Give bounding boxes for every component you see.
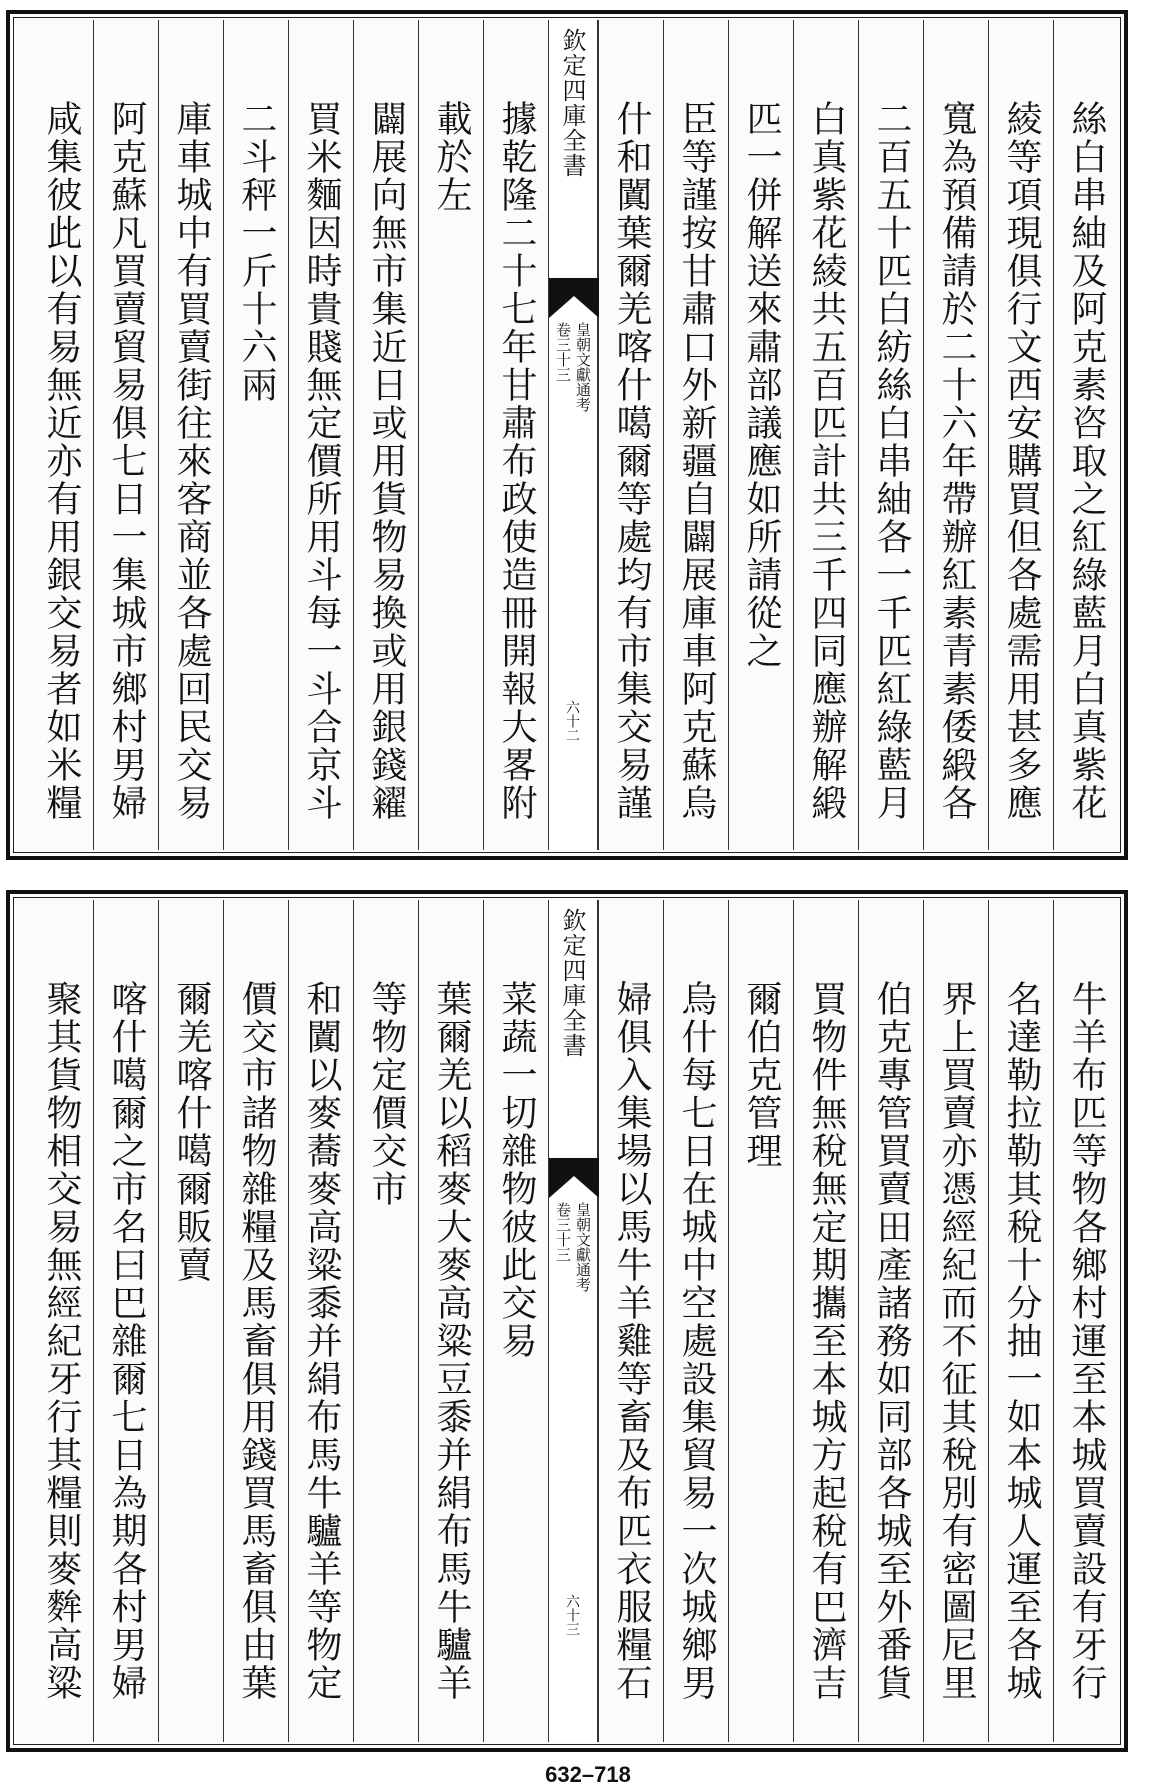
column-text: 爾伯克管理 xyxy=(741,980,782,1170)
center-strip xyxy=(548,900,598,1742)
fishtail-mark-icon xyxy=(549,1158,599,1198)
text-column xyxy=(793,900,858,1742)
column-text: 寬為預備請於二十六年帶辦紅素青素倭緞各 xyxy=(936,100,977,822)
text-column xyxy=(858,20,923,850)
text-column xyxy=(663,900,728,1742)
text-column xyxy=(158,900,223,1742)
bottom-page xyxy=(6,890,1128,1752)
column-text: 喀什噶爾之市名曰巴雜爾七日為期各村男婦 xyxy=(106,980,147,1702)
column-text: 買米麵因時貴賤無定價所用斗每一斗合京斗 xyxy=(301,100,342,822)
text-column xyxy=(288,900,353,1742)
text-column xyxy=(483,900,548,1742)
column-text: 匹一併解送來肅部議應如所請從之 xyxy=(741,100,782,670)
column-text: 二斗秤一斤十六兩 xyxy=(236,100,277,404)
column-text: 婦俱入集場以馬牛羊雞等畜及布匹衣服糧石 xyxy=(611,980,652,1702)
column-text: 據乾隆二十七年甘肅布政使造冊開報大畧附 xyxy=(496,100,537,822)
column-text: 價交市諸物雜糧及馬畜俱用錢買馬畜俱由葉 xyxy=(236,980,277,1702)
column-text: 等物定價交市 xyxy=(366,980,407,1208)
column-text: 咸集彼此以有易無近亦有用銀交易者如米糧 xyxy=(41,100,82,822)
text-column xyxy=(728,20,793,850)
text-column xyxy=(353,20,418,850)
column-text: 爾羌喀什噶爾販賣 xyxy=(171,980,212,1284)
column-text: 牛羊布匹等物各鄉村運至本城買賣設有牙行 xyxy=(1066,980,1107,1702)
column-text: 名達勒拉勒其稅十分抽一如本城人運至各城 xyxy=(1001,980,1042,1702)
column-text: 和闐以麥蕎麥高粱黍并絹布馬牛驢羊等物定 xyxy=(301,980,342,1702)
book-title: 皇朝文獻通考 xyxy=(574,322,592,412)
text-column xyxy=(93,20,158,850)
column-text: 庫車城中有買賣街往來客商並各處回民交易 xyxy=(171,100,212,822)
column-text: 白真紫花綾共五百匹計共三千四同應辦解緞 xyxy=(806,100,847,822)
text-column xyxy=(223,900,288,1742)
fishtail-mark-icon xyxy=(549,278,599,318)
column-text: 阿克蘇凡買賣貿易俱七日一集城市鄉村男婦 xyxy=(106,100,147,822)
leaf-number: 六十三 xyxy=(564,1594,580,1636)
book-title: 皇朝文獻通考 xyxy=(574,1202,592,1292)
column-text: 伯克專管買賣田產諸務如同部各城至外番貨 xyxy=(871,980,912,1702)
text-column xyxy=(923,900,988,1742)
text-column xyxy=(28,900,93,1742)
text-column xyxy=(858,900,923,1742)
column-text: 買物件無稅無定期攜至本城方起稅有巴濟吉 xyxy=(806,980,847,1702)
column-text: 絲白串紬及阿克素咨取之紅綠藍月白真紫花 xyxy=(1066,100,1107,822)
text-column xyxy=(418,20,483,850)
text-column xyxy=(598,900,663,1742)
page-reference-number: 632–718 xyxy=(545,1762,631,1787)
column-text: 聚其貨物相交易無經紀牙行其糧則麥麰高粱 xyxy=(41,980,82,1702)
column-text: 二百五十匹白紡絲白串紬各一千匹紅綠藍月 xyxy=(871,100,912,822)
leaf-number: 六十二 xyxy=(564,700,580,742)
column-text: 菜蔬一切雜物彼此交易 xyxy=(496,980,537,1360)
center-strip xyxy=(548,20,598,850)
text-column xyxy=(288,20,353,850)
top-page xyxy=(6,10,1128,860)
text-column xyxy=(988,900,1053,1742)
text-column xyxy=(223,20,288,850)
text-column xyxy=(483,20,548,850)
volume-number: 卷三十三 xyxy=(554,1202,572,1262)
text-column xyxy=(158,20,223,850)
text-column xyxy=(1053,20,1118,850)
top-page-columns xyxy=(16,20,1118,850)
text-column xyxy=(923,20,988,850)
text-column xyxy=(988,20,1053,850)
text-column xyxy=(793,20,858,850)
column-text: 界上買賣亦憑經紀而不征其稅別有密圖尼里 xyxy=(936,980,977,1702)
text-column xyxy=(598,20,663,850)
volume-number: 卷三十三 xyxy=(554,322,572,382)
text-column xyxy=(418,900,483,1742)
column-text: 葉爾羌以稻麥大麥高粱豆黍并絹布馬牛驢羊 xyxy=(431,980,472,1702)
text-column xyxy=(93,900,158,1742)
column-text: 載於左 xyxy=(431,100,472,214)
text-column xyxy=(353,900,418,1742)
collection-title: 欽定四庫全書 xyxy=(558,28,586,178)
bottom-page-columns xyxy=(16,900,1118,1742)
column-text: 臣等謹按甘肅口外新疆自闢展庫車阿克蘇烏 xyxy=(676,100,717,822)
column-text: 烏什每七日在城中空處設集貿易一次城鄉男 xyxy=(676,980,717,1702)
column-text: 綾等項現俱行文西安購買但各處需用甚多應 xyxy=(1001,100,1042,822)
column-text: 闢展向無市集近日或用貨物易換或用銀錢糴 xyxy=(366,100,407,822)
column-text: 什和闐葉爾羌喀什噶爾等處均有市集交易謹 xyxy=(611,100,652,822)
text-column xyxy=(1053,900,1118,1742)
text-column xyxy=(663,20,728,850)
text-column xyxy=(28,20,93,850)
collection-title: 欽定四庫全書 xyxy=(558,908,586,1058)
text-column xyxy=(728,900,793,1742)
